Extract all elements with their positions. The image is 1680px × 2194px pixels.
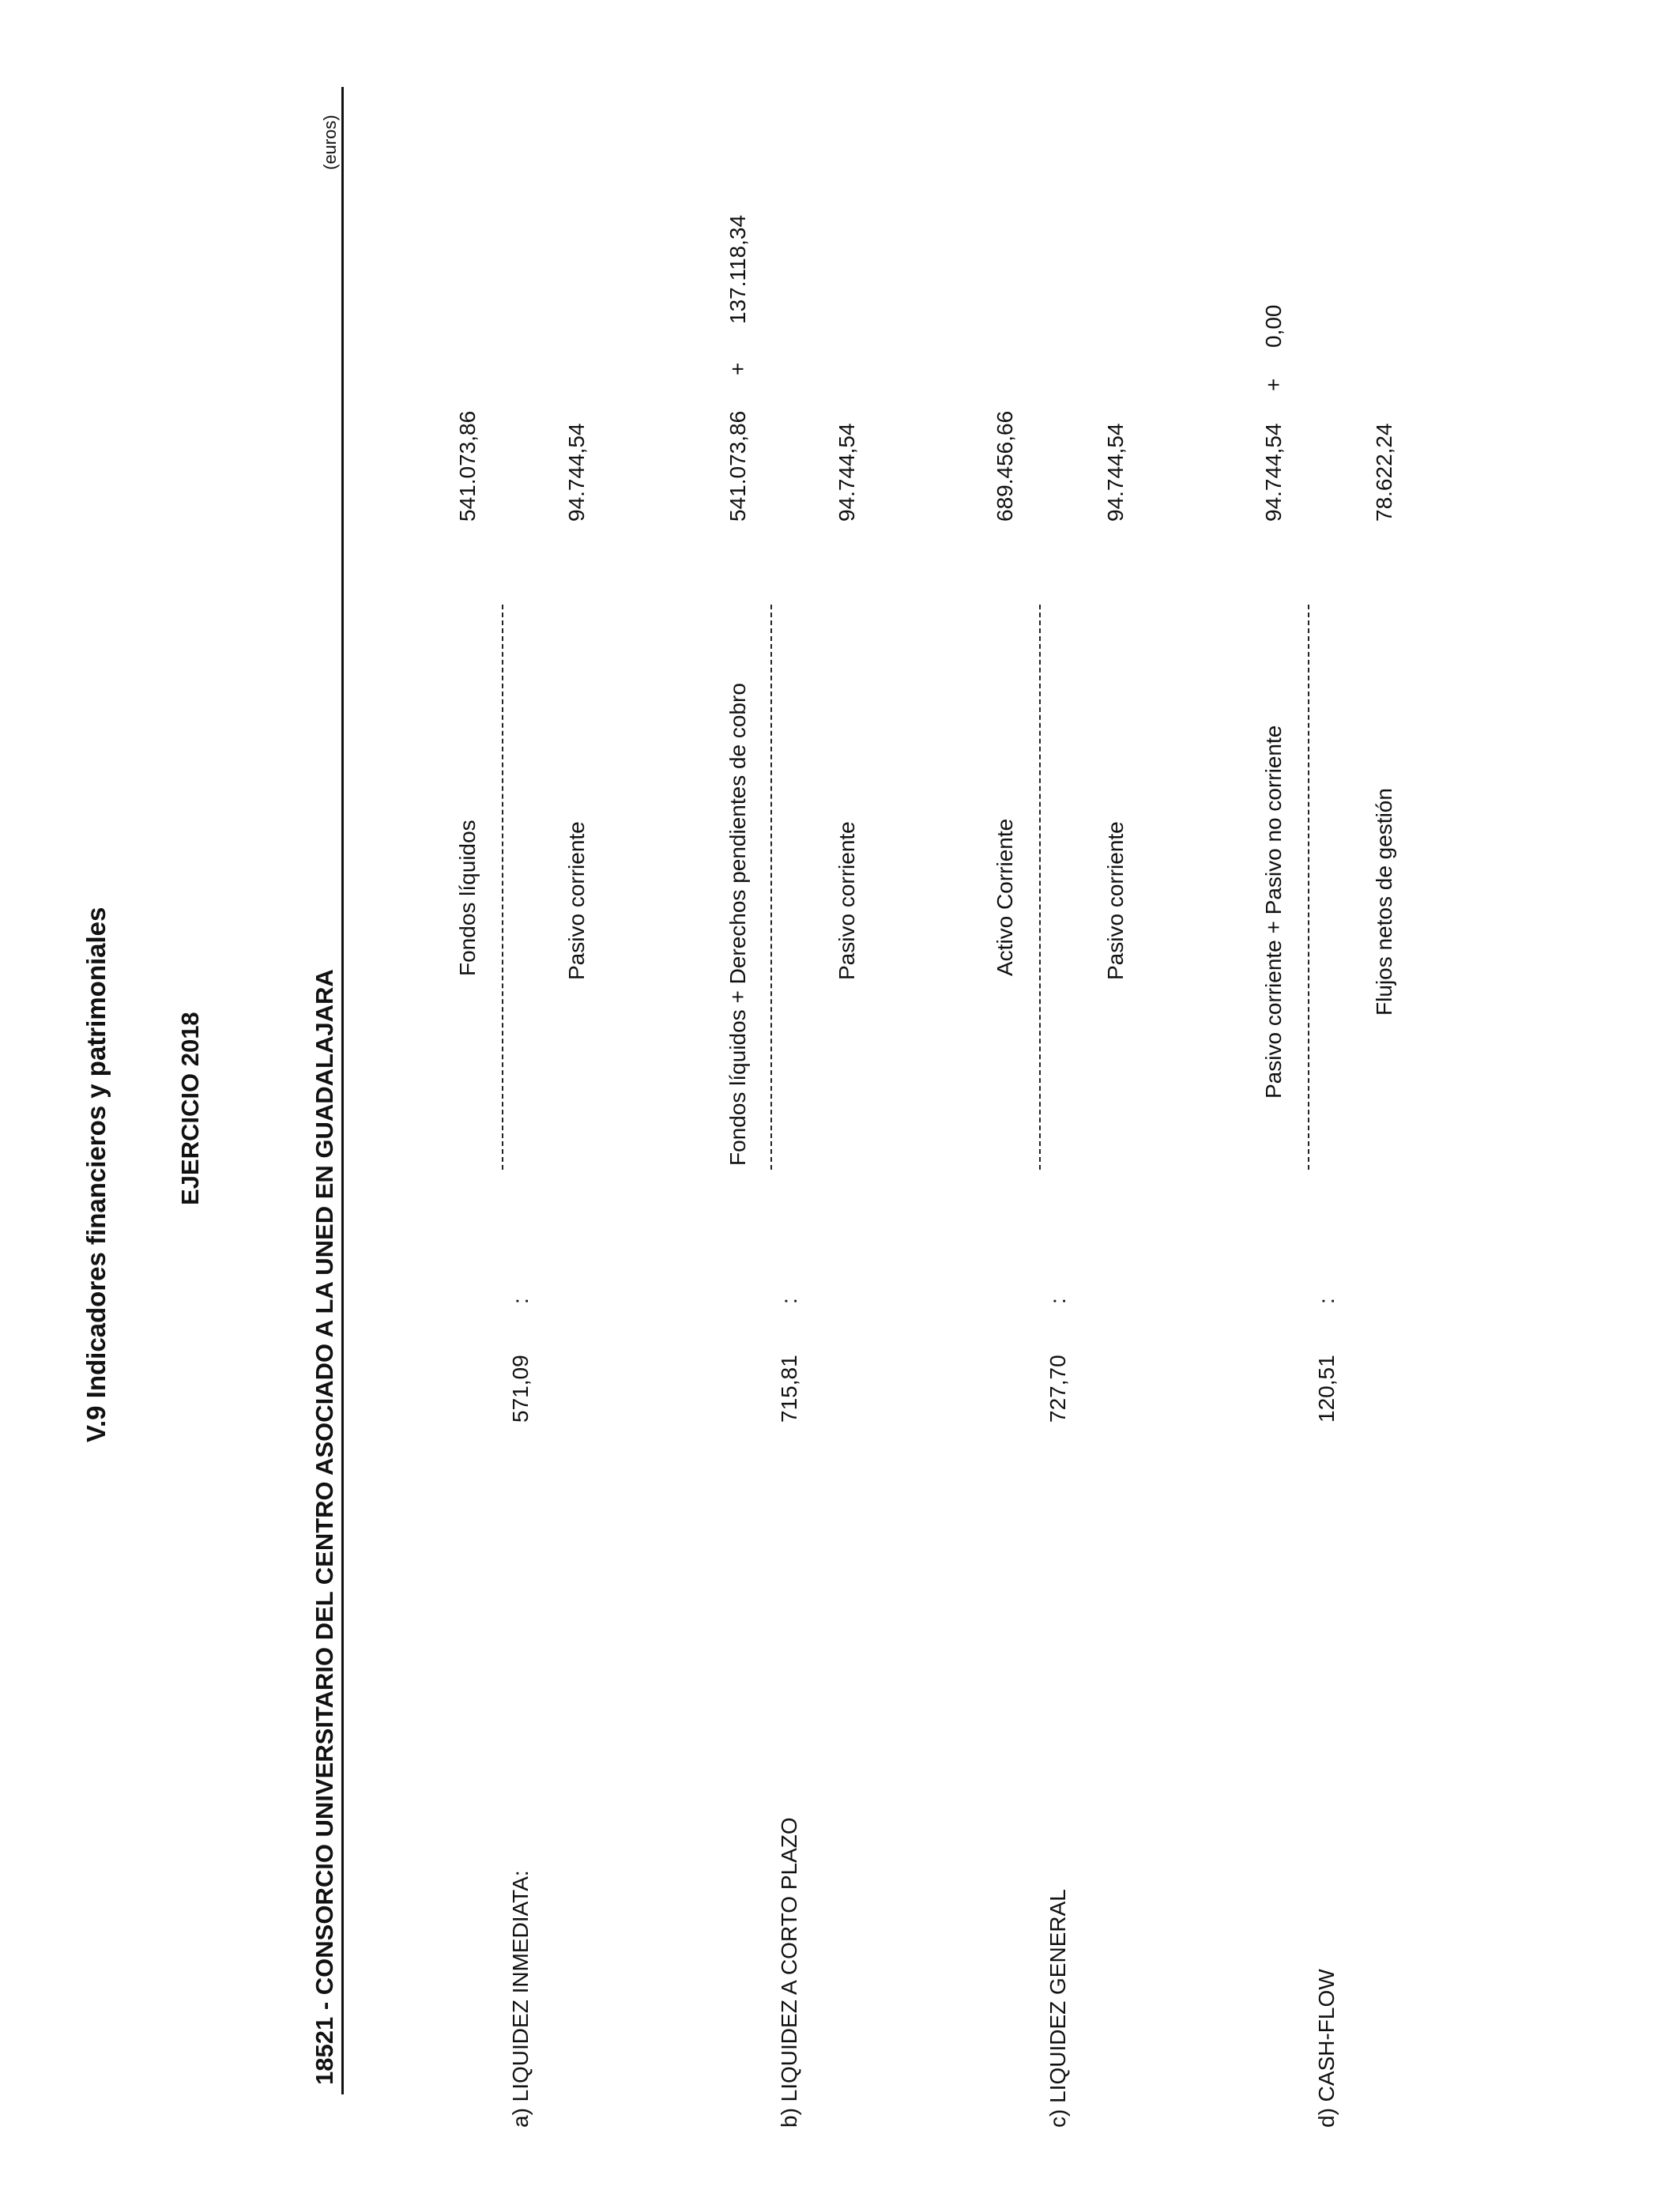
indicator-a-numerator-value: 541.073,86 xyxy=(455,410,480,522)
indicator-b-denominator-label: Pasivo corriente xyxy=(834,821,859,980)
indicator-b-denominator-value: 94.744,54 xyxy=(834,423,859,522)
indicator-c-colon: : xyxy=(1045,1298,1070,1304)
indicator-a-colon: : xyxy=(508,1298,533,1304)
indicator-a-denominator-value: 94.744,54 xyxy=(564,423,589,522)
indicator-d-denominator-label: Flujos netos de gestión xyxy=(1372,788,1396,1016)
indicator-d-plus-sign: + xyxy=(1261,378,1286,391)
unit-label: (euros) xyxy=(320,115,340,170)
indicator-c-denominator-value: 94.744,54 xyxy=(1103,423,1128,522)
indicator-a-value: 571,09 xyxy=(508,1355,533,1423)
indicator-d-colon: : xyxy=(1314,1298,1339,1304)
indicator-b-numerator-value-2: 137.118,34 xyxy=(725,214,750,324)
indicator-c-fraction-line xyxy=(1039,605,1041,1170)
indicator-a-label: a) LIQUIDEZ INMEDIATA: xyxy=(508,1870,533,2128)
indicator-c-value: 727,70 xyxy=(1045,1355,1070,1423)
indicator-d-numerator-value: 94.744,54 xyxy=(1261,423,1286,522)
page-title: V.9 Indicadores financieros y patrimoniales xyxy=(81,907,111,1442)
indicator-b-fraction-line xyxy=(770,605,772,1170)
indicator-b-value: 715,81 xyxy=(777,1355,801,1423)
indicator-b-colon: : xyxy=(777,1298,801,1304)
indicator-b-plus-sign: + xyxy=(725,362,750,375)
indicator-c-label: c) LIQUIDEZ GENERAL xyxy=(1045,1889,1070,2128)
header-rule xyxy=(341,87,344,2094)
indicator-b-numerator-value: 541.073,86 xyxy=(725,410,750,522)
indicator-d-value: 120,51 xyxy=(1314,1355,1339,1423)
entity-heading: 18521 - CONSORCIO UNIVERSITARIO DEL CENTRO ASOCIADO A LA UNED EN GUADALAJARA xyxy=(311,969,338,2085)
indicator-a-numerator-label: Fondos líquidos xyxy=(455,820,480,976)
indicator-d-numerator-value-2: 0,00 xyxy=(1261,304,1286,348)
indicator-c-numerator-label: Activo Corriente xyxy=(993,818,1017,976)
indicator-d-fraction-line xyxy=(1308,605,1309,1170)
exercise-heading: EJERCICIO 2018 xyxy=(176,1012,204,1205)
indicator-b-numerator-label: Fondos líquidos + Derechos pendientes de cobro xyxy=(725,683,750,1166)
indicator-d-numerator-label: Pasivo corriente + Pasivo no corriente xyxy=(1261,725,1286,1099)
indicator-c-denominator-label: Pasivo corriente xyxy=(1103,821,1128,980)
indicator-d-denominator-value: 78.622,24 xyxy=(1372,423,1396,522)
indicator-a-denominator-label: Pasivo corriente xyxy=(564,821,589,980)
indicator-c-numerator-value: 689.456,66 xyxy=(993,410,1017,522)
indicator-b-label: b) LIQUIDEZ A CORTO PLAZO xyxy=(777,1817,801,2128)
indicator-a-fraction-line xyxy=(502,605,503,1170)
indicator-d-label: d) CASH-FLOW xyxy=(1314,1969,1339,2128)
